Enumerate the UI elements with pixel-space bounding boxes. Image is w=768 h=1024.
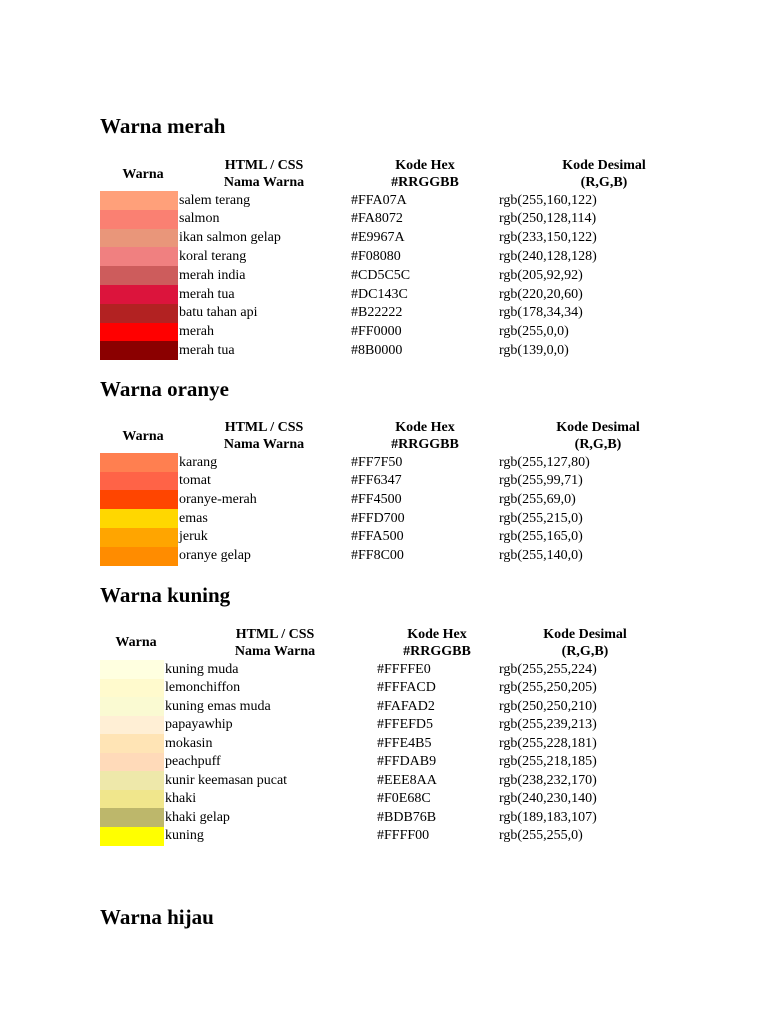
color-swatch [100,285,178,304]
column-header-dec [562,157,646,191]
color-name: kunir keemasan pucat [165,772,288,788]
color-name: ikan salmon gelap [179,230,281,246]
column-header-name-line2: Nama Warna [223,175,305,190]
column-header-hex-line1: Kode Hex [407,627,467,642]
rgb-code: rgb(255,250,205) [499,680,597,695]
rgb-code: rgb(250,250,210) [499,698,597,714]
color-name: mokasin [165,735,213,751]
hex-code: #BDB76B [377,809,437,825]
hex-code: #FFFFE0 [377,661,431,677]
hex-code: #F08080 [351,248,401,264]
color-swatch [100,509,178,528]
rgb-code: rgb(220,20,60) [499,286,583,302]
color-name: peachpuff [165,754,221,769]
rgb-code: rgb(255,218,185) [499,754,597,769]
hex-code: #F0E68C [377,791,431,806]
color-name: khaki [165,791,197,806]
rgb-code: rgb(255,160,122) [499,192,597,208]
color-name: kuning muda [165,661,239,677]
hex-code: #FF4500 [351,491,402,507]
color-name: jeruk [179,529,208,545]
column-header-hex-line2: #RRGGBB [391,437,459,452]
color-name: salem terang [179,192,251,208]
color-swatch [100,341,178,360]
color-name: karang [179,454,218,470]
color-swatch [100,679,164,698]
rgb-code: rgb(255,140,0) [499,548,583,563]
rgb-code: rgb(240,230,140) [499,791,597,806]
hex-code: #FFE4B5 [377,735,432,751]
column-header-dec-line1: Kode Desimal [562,158,646,173]
color-name: oranye gelap [179,548,251,563]
hex-code: #EEE8AA [377,772,437,788]
rgb-code: rgb(255,127,80) [499,454,590,470]
color-swatch [100,827,164,846]
column-header-hex-line2: #RRGGBB [403,644,471,659]
hex-code: #FFFACD [377,680,436,695]
color-name: oranye-merah [179,491,257,507]
column-header-name-line1: HTML / CSS [224,158,304,173]
section-title: Warna merah [100,114,226,138]
rgb-code: rgb(255,0,0) [499,324,569,340]
rgb-code: rgb(255,99,71) [499,473,583,489]
hex-code: #FFDAB9 [377,754,437,769]
hex-code: #FF0000 [351,324,402,340]
column-header-dec-line1: Kode Desimal [556,420,640,435]
hex-code: #FFA500 [351,529,404,545]
column-header-hex [391,419,459,453]
color-swatch [100,323,178,342]
color-swatch [100,210,178,229]
color-swatch [100,266,178,285]
column-header-dec-line1: Kode Desimal [543,627,627,642]
hex-code: #E9967A [351,230,405,246]
color-swatch [100,229,178,248]
color-swatch [100,790,164,809]
hex-code: #FF7F50 [351,454,403,470]
color-name: khaki gelap [165,809,230,825]
color-swatch [100,660,164,679]
hex-code: #DC143C [351,286,408,302]
column-header-swatch: Warna [122,167,164,182]
rgb-code: rgb(238,232,170) [499,772,597,788]
rgb-code: rgb(255,215,0) [499,510,583,526]
section-title: Warna hijau [100,905,214,929]
hex-code: #B22222 [351,305,403,321]
rgb-code: rgb(189,183,107) [499,809,597,825]
color-name: emas [179,510,208,526]
color-swatch [100,734,164,753]
color-name: merah tua [179,286,235,302]
color-name: merah tua [179,342,235,358]
color-name: batu tahan api [179,305,258,321]
color-swatch [100,490,178,509]
column-header-hex [391,157,459,191]
column-header-swatch: Warna [115,635,157,650]
rgb-code: rgb(255,255,224) [499,661,597,677]
color-name: kuning emas muda [165,698,271,714]
rgb-code: rgb(178,34,34) [499,305,583,321]
hex-code: #FF6347 [351,473,402,489]
color-name: merah india [179,267,246,283]
column-header-name [224,419,304,453]
color-swatch [100,304,178,323]
color-swatch [100,771,164,790]
column-header-hex-line2: #RRGGBB [391,175,459,190]
color-swatch [100,808,164,827]
color-name: kuning [165,828,204,843]
column-header-dec [543,626,627,660]
section-title: Warna kuning [100,583,231,607]
color-name: lemonchiffon [165,680,241,695]
color-swatch [100,697,164,716]
rgb-code: rgb(139,0,0) [499,342,569,358]
color-swatch [100,472,178,491]
column-header-name-line1: HTML / CSS [235,627,315,642]
column-header-dec-line2: (R,G,B) [561,644,609,659]
column-header-dec [556,419,640,453]
color-name: tomat [179,473,211,489]
rgb-code: rgb(240,128,128) [499,248,597,264]
color-name: merah [179,324,214,340]
rgb-code: rgb(255,69,0) [499,491,576,507]
color-name: papayawhip [165,717,233,732]
column-header-name-line1: HTML / CSS [224,420,304,435]
column-header-name [224,157,304,191]
hex-code: #8B0000 [351,342,403,358]
hex-code: #FFD700 [351,510,405,526]
column-header-name [235,626,315,660]
rgb-code: rgb(255,239,213) [499,717,597,732]
rgb-code: rgb(233,150,122) [499,230,597,246]
column-header-hex-line1: Kode Hex [395,420,455,435]
hex-code: #FFA07A [351,192,407,208]
column-header-dec-line2: (R,G,B) [574,437,622,452]
color-swatch [100,247,178,266]
section-title: Warna oranye [100,377,229,401]
color-swatch [100,191,178,210]
color-swatch [100,453,178,472]
rgb-code: rgb(255,228,181) [499,735,597,751]
hex-code: #FAFAD2 [377,698,435,714]
rgb-code: rgb(205,92,92) [499,267,583,283]
color-name: salmon [179,211,220,227]
hex-code: #FA8072 [351,211,403,227]
column-header-hex-line1: Kode Hex [395,158,455,173]
column-header-dec-line2: (R,G,B) [580,175,628,190]
hex-code: #FFEFD5 [377,717,434,732]
hex-code: #FFFF00 [377,828,430,843]
color-swatch [100,716,164,735]
color-swatch [100,547,178,566]
rgb-code: rgb(255,255,0) [499,828,583,843]
column-header-name-line2: Nama Warna [234,644,316,659]
rgb-code: rgb(250,128,114) [499,211,597,227]
color-name: koral terang [179,248,247,264]
hex-code: #FF8C00 [351,548,404,563]
column-header-swatch: Warna [122,429,164,444]
rgb-code: rgb(255,165,0) [499,529,583,545]
hex-code: #CD5C5C [351,267,411,283]
column-header-name-line2: Nama Warna [223,437,305,452]
column-header-hex [403,626,471,660]
color-swatch [100,753,164,772]
color-swatch [100,528,178,547]
